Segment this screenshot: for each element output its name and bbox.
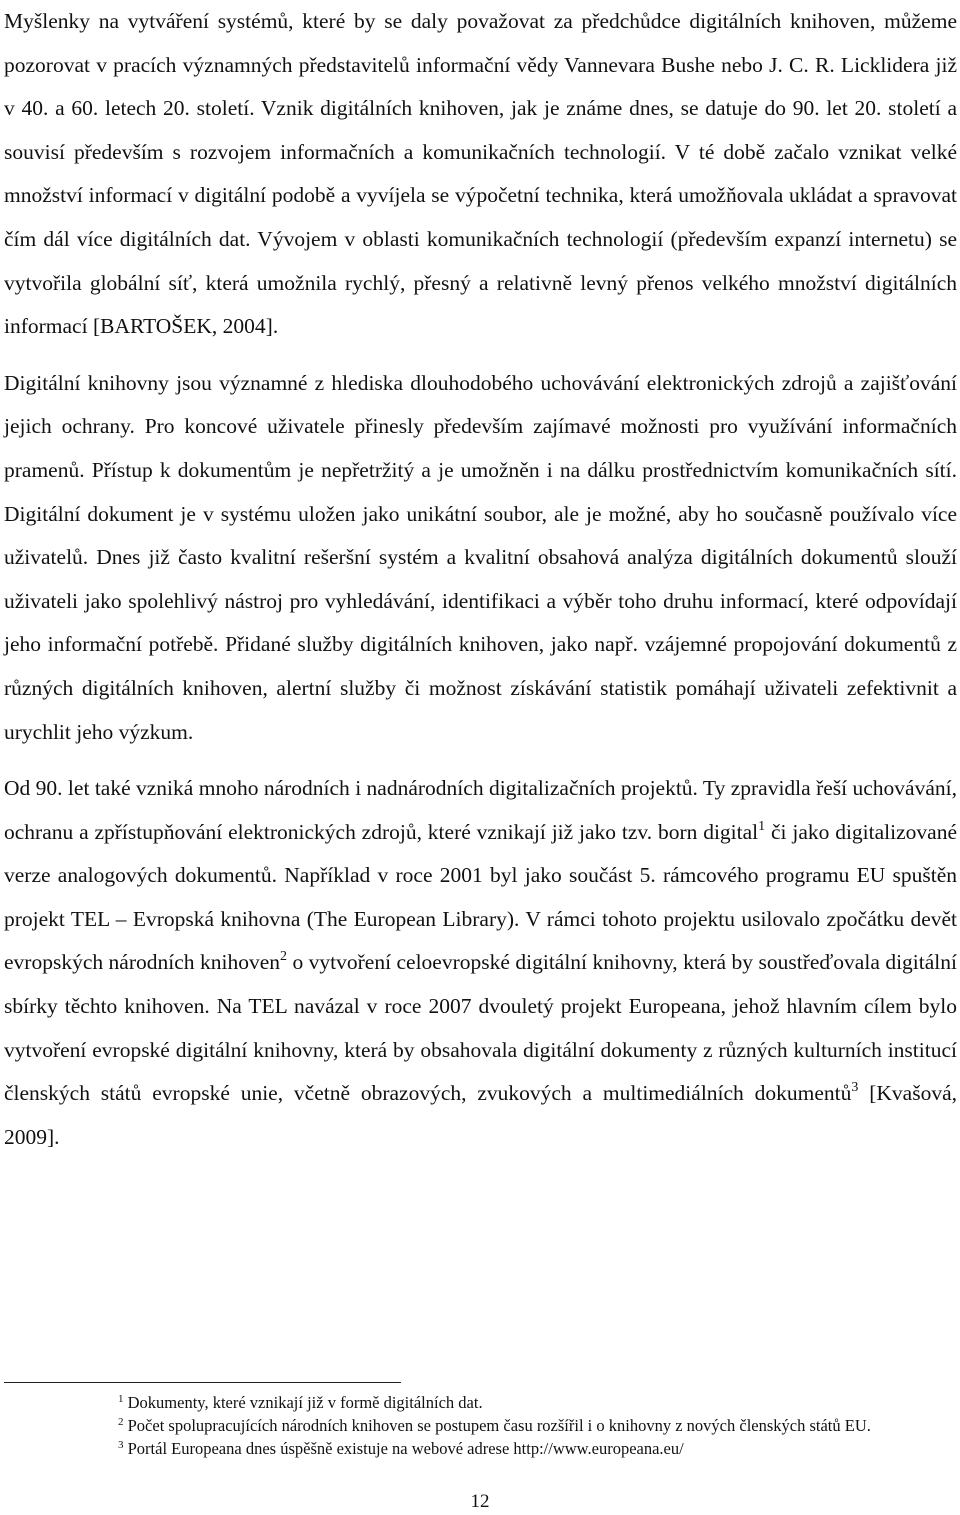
- paragraph-3-part-1: Od 90. let také vzniká mnoho národních i nadnárodních digitalizačních projektů. Ty zpravidla řeší uchovávání, ochranu a zpřístupňování elektronických zdrojů, které vznikají již jako tzv. born digital: [4, 776, 957, 844]
- footnote-number: 2: [118, 1416, 124, 1428]
- page-body: [4, 0, 957, 1159]
- footnotes: [118, 1391, 938, 1460]
- paragraph-3: [4, 767, 957, 1159]
- footnote-ref-3[interactable]: 3: [851, 1080, 859, 1096]
- footnote-text: Portál Europeana dnes úspěšně existuje na webové adrese http://www.europeana.eu/: [123, 1439, 684, 1458]
- footnote-text: Dokumenty, které vznikají již v formě digitálních dat.: [123, 1393, 483, 1412]
- paragraph-2: Digitální knihovny jsou významné z hlediska dlouhodobého uchovávání elektronických zdrojů a zajišťování jejich ochrany. Pro koncové uživatele přinesly především zajímavé možnosti pro využívání informačních pramenů. Přístup k dokumentům je nepřetržitý a je umožněn i na dálku prostřednictvím komunikačních sítí. Digitální dokument je v systému uložen jako unikátní soubor, ale je možné, aby ho současně používalo více uživatelů. Dnes již často kvalitní rešeršní systém a kvalitní obsahová analýza digitálních dokumentů slouží uživateli jako spolehlivý nástroj pro vyhledávání, identifikaci a výběr toho druhu informací, které odpovídají jeho informační potřebě. Přidané služby digitálních knihoven, jako např. vzájemné propojování dokumentů z různých digitálních knihoven, alertní služby či možnost získávání statistik pomáhají uživateli zefektivnit a urychlit jeho výzkum.: [4, 370, 957, 744]
- page-number: 12: [470, 1491, 490, 1512]
- footnote-1: [118, 1391, 938, 1414]
- footnote-number: 1: [118, 1393, 124, 1405]
- paragraph-3-part-2: či jako digitalizované verze analogových dokumentů. Například v roce 2001 byl jako součást 5. rámcového programu EU spuštěn projekt TEL – Evropská knihovna (The European Library). V rámci tohoto projektu usilovalo zpočátku devět evropských národních knihoven: [4, 819, 957, 975]
- paragraph-1: Myšlenky na vytváření systémů, které by se daly považovat za předchůdce digitálních knihoven, můžeme pozorovat v pracích významných představitelů informační vědy Vannevara Bushe nebo J. C. R. Licklidera již v 40. a 60. letech 20. století. Vznik digitálních knihoven, jak je známe dnes, se datuje do 90. let 20. století a souvisí především s rozvojem informačních a komunikačních technologií. V té době začalo vznikat velké množství informací v digitální podobě a vyvíjela se výpočetní technika, která umožňovala ukládat a spravovat čím dál více digitálních dat. Vývojem v oblasti komunikačních technologií (především expanzí internetu) se vytvořila globální síť, která umožnila rychlý, přesný a relativně levný přenos velkého množství digitálních informací [BARTOŠEK, 2004].: [4, 9, 957, 339]
- paragraph-3-part-3: o vytvoření celoevropské digitální knihovny, která by soustřeďovala digitální sbírky těchto knihoven. Na TEL navázal v roce 2007 dvouletý projekt Europeana, jehož hlavním cílem bylo vytvoření evropské digitální knihovny, která by obsahovala digitální dokumenty z různých kulturních institucí členských států evropské unie, včetně obrazových, zvukových a multimediálních dokumentů: [4, 950, 957, 1106]
- footnote-separator: [4, 1382, 401, 1383]
- footnote-2: [118, 1414, 938, 1437]
- footnote-text: Počet spolupracujících národních knihoven se postupem času rozšířil i o knihovny z nových členských států EU.: [123, 1416, 871, 1435]
- footnote-3: [118, 1437, 938, 1460]
- paragraph-3-part-4: [Kvašová, 2009].: [4, 1081, 957, 1149]
- footnote-ref-1[interactable]: 1: [758, 818, 766, 834]
- footnote-ref-2[interactable]: 2: [280, 949, 287, 965]
- footnote-number: 3: [118, 1439, 124, 1451]
